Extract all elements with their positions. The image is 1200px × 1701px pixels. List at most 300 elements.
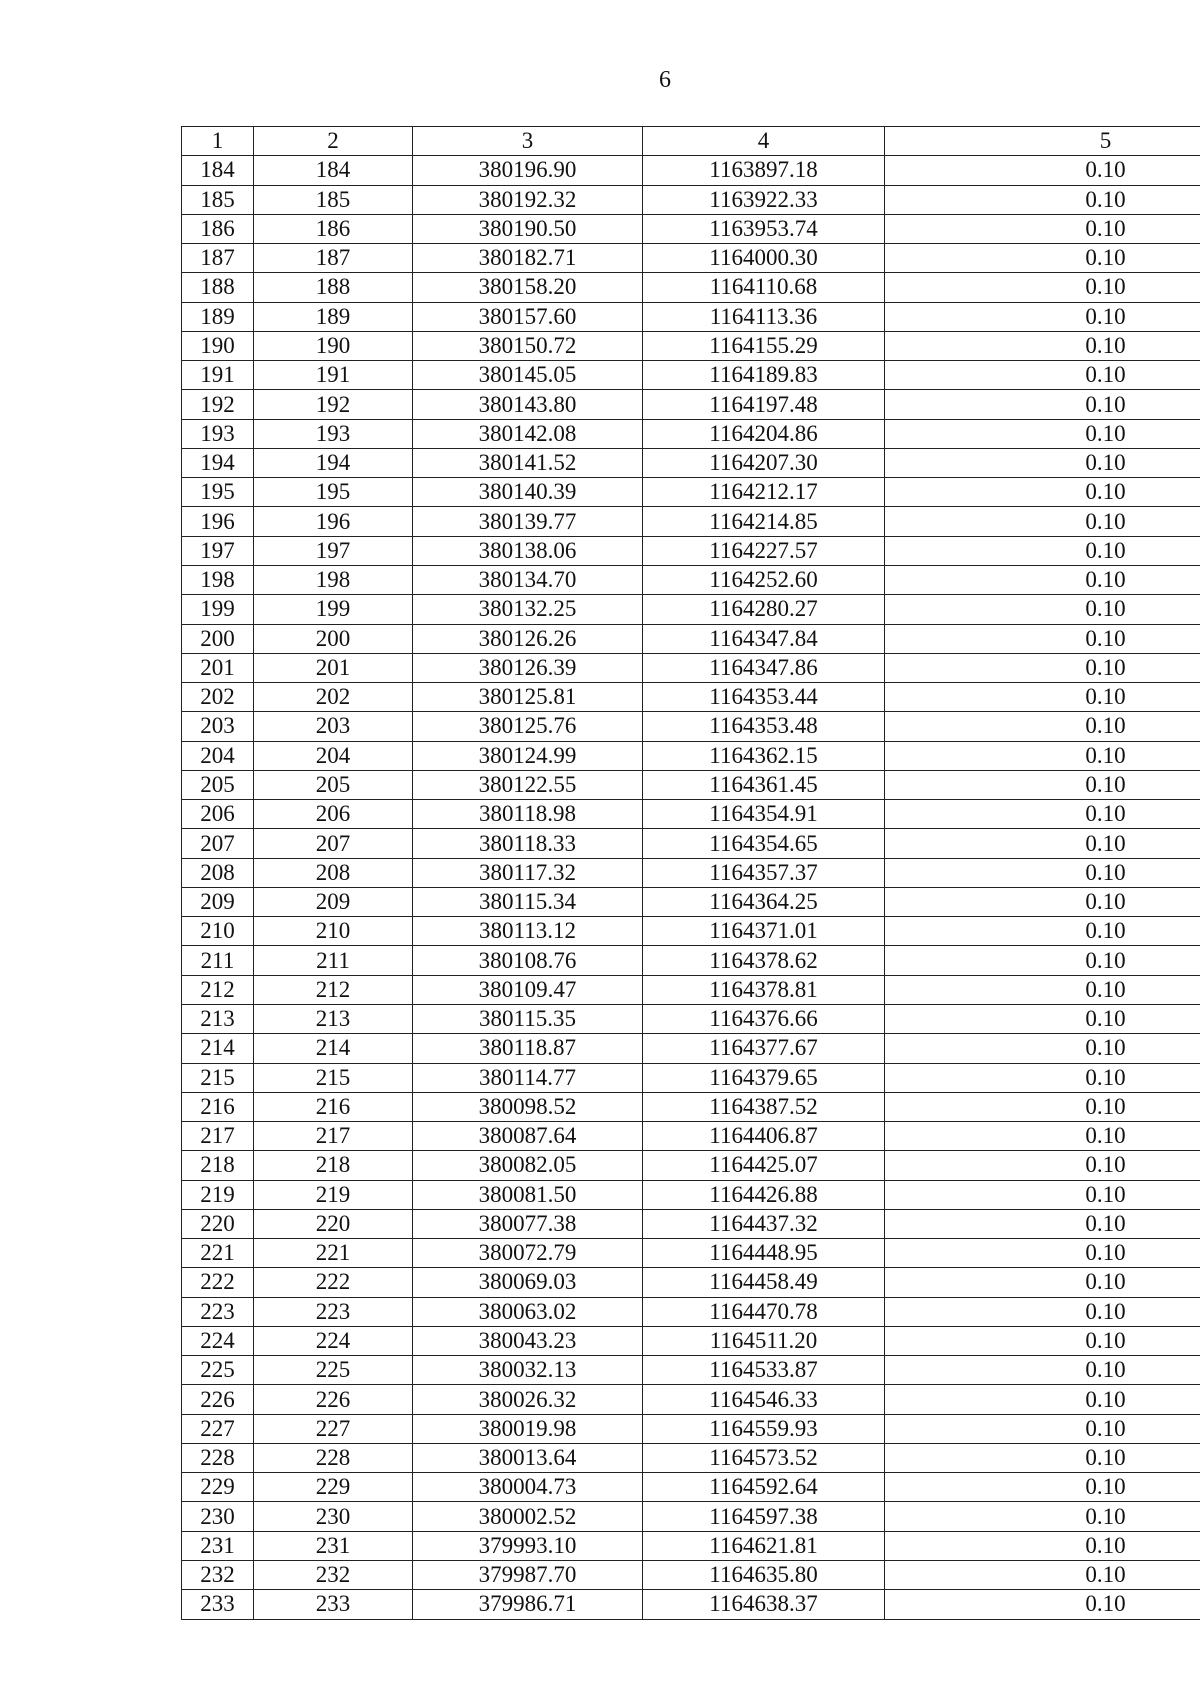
table-cell: 1164597.38 [643,1502,885,1531]
table-cell: 219 [254,1180,413,1209]
table-row [182,1590,1200,1619]
table-cell: 0.10 [885,1209,1200,1238]
table-cell: 0.10 [885,478,1200,507]
table-row [182,302,1200,331]
table-cell: 195 [254,478,413,507]
table-cell: 226 [254,1385,413,1414]
table-row [182,1063,1200,1092]
table-row [182,1268,1200,1297]
table-row [182,1034,1200,1063]
table-cell: 380125.81 [413,683,643,712]
table-header-row [182,127,1200,156]
table-row [182,1092,1200,1121]
table-row [182,887,1200,916]
table-cell: 1164347.86 [643,653,885,682]
table-cell: 1164347.84 [643,624,885,653]
table-cell: 1164364.25 [643,887,885,916]
table-cell: 379993.10 [413,1531,643,1560]
table-cell: 186 [254,214,413,243]
table-cell: 184 [182,156,254,185]
table-cell: 218 [254,1151,413,1180]
table-cell: 0.10 [885,712,1200,741]
table-cell: 0.10 [885,829,1200,858]
table-cell: 207 [182,829,254,858]
table-cell: 1164212.17 [643,478,885,507]
table-row [182,331,1200,360]
table-cell: 380139.77 [413,507,643,536]
table-cell: 201 [254,653,413,682]
table-cell: 1164214.85 [643,507,885,536]
table-cell: 1164635.80 [643,1561,885,1590]
table-row [182,1356,1200,1385]
table-cell: 380032.13 [413,1356,643,1385]
table-cell: 222 [182,1268,254,1297]
table-cell: 233 [254,1590,413,1619]
table-cell: 380125.76 [413,712,643,741]
table-cell: 223 [182,1297,254,1326]
table-cell: 1164448.95 [643,1239,885,1268]
table-cell: 223 [254,1297,413,1326]
table-cell: 1164458.49 [643,1268,885,1297]
table-row [182,712,1200,741]
table-row [182,741,1200,770]
table-cell: 1164638.37 [643,1590,885,1619]
table-cell: 0.10 [885,536,1200,565]
table-cell: 197 [254,536,413,565]
table-cell: 1164573.52 [643,1443,885,1472]
table-row [182,185,1200,214]
table-cell: 380063.02 [413,1297,643,1326]
table-cell: 0.10 [885,917,1200,946]
table-cell: 1164000.30 [643,244,885,273]
table-cell: 216 [254,1092,413,1121]
table-cell: 217 [254,1122,413,1151]
table-cell: 380108.76 [413,946,643,975]
table-cell: 190 [182,331,254,360]
table-cell: 0.10 [885,1122,1200,1151]
table-cell: 186 [182,214,254,243]
table-cell: 208 [254,858,413,887]
table-cell: 1164252.60 [643,565,885,594]
table-cell: 0.10 [885,1385,1200,1414]
table-cell: 1164559.93 [643,1414,885,1443]
table-cell: 225 [182,1356,254,1385]
table-cell: 0.10 [885,1239,1200,1268]
table-cell: 193 [182,419,254,448]
table-cell: 225 [254,1356,413,1385]
table-cell: 380124.99 [413,741,643,770]
table-cell: 191 [254,361,413,390]
table-row [182,624,1200,653]
table-cell: 380141.52 [413,448,643,477]
table-cell: 380109.47 [413,975,643,1004]
table-cell: 1164204.86 [643,419,885,448]
table-cell: 185 [254,185,413,214]
table-cell: 380140.39 [413,478,643,507]
table-cell: 380122.55 [413,770,643,799]
table-row [182,683,1200,712]
table-cell: 0.10 [885,156,1200,185]
table-row [182,829,1200,858]
table-cell: 200 [254,624,413,653]
table-cell: 190 [254,331,413,360]
table-cell: 0.10 [885,887,1200,916]
table-cell: 192 [254,390,413,419]
table-cell: 197 [182,536,254,565]
table-cell: 221 [182,1239,254,1268]
table-cell: 380098.52 [413,1092,643,1121]
table-cell: 0.10 [885,1502,1200,1531]
table-cell: 1164280.27 [643,595,885,624]
table-cell: 0.10 [885,975,1200,1004]
table-cell: 1164155.29 [643,331,885,360]
table-cell: 0.10 [885,390,1200,419]
table-row [182,1151,1200,1180]
table-cell: 200 [182,624,254,653]
table-cell: 380081.50 [413,1180,643,1209]
table-cell: 224 [182,1326,254,1355]
table-cell: 1164621.81 [643,1531,885,1560]
table-cell: 380118.98 [413,800,643,829]
table-cell: 380072.79 [413,1239,643,1268]
table-cell: 204 [182,741,254,770]
table-cell: 0.10 [885,273,1200,302]
table-row [182,478,1200,507]
table-cell: 220 [254,1209,413,1238]
table-cell: 0.10 [885,448,1200,477]
table-cell: 205 [182,770,254,799]
table-cell: 232 [254,1561,413,1590]
table-cell: 0.10 [885,770,1200,799]
table-cell: 205 [254,770,413,799]
table-cell: 199 [182,595,254,624]
table-cell: 210 [254,917,413,946]
table-cell: 228 [254,1443,413,1472]
table-cell: 1164354.91 [643,800,885,829]
table-cell: 1164113.36 [643,302,885,331]
table-row [182,1122,1200,1151]
table-cell: 0.10 [885,1180,1200,1209]
header-cell: 3 [413,127,643,156]
table-cell: 380043.23 [413,1326,643,1355]
table-row [182,800,1200,829]
table-cell: 206 [182,800,254,829]
table-row [182,653,1200,682]
table-cell: 0.10 [885,419,1200,448]
table-cell: 1164376.66 [643,1004,885,1033]
table-cell: 0.10 [885,1326,1200,1355]
table-cell: 0.10 [885,185,1200,214]
table-cell: 1164592.64 [643,1473,885,1502]
table-cell: 1164353.44 [643,683,885,712]
table-cell: 380157.60 [413,302,643,331]
table-row [182,1239,1200,1268]
table-cell: 379986.71 [413,1590,643,1619]
table-cell: 211 [254,946,413,975]
table-cell: 0.10 [885,858,1200,887]
table-cell: 380158.20 [413,273,643,302]
table-cell: 215 [182,1063,254,1092]
table-cell: 203 [254,712,413,741]
table-cell: 0.10 [885,1034,1200,1063]
header-cell: 4 [643,127,885,156]
table-row [182,1297,1200,1326]
coordinates-table [181,126,1200,1620]
table-cell: 209 [254,887,413,916]
table-cell: 184 [254,156,413,185]
table-cell: 214 [254,1034,413,1063]
table-row [182,1561,1200,1590]
table-cell: 212 [254,975,413,1004]
table-row [182,536,1200,565]
table-cell: 227 [254,1414,413,1443]
table-cell: 219 [182,1180,254,1209]
table-cell: 1164378.81 [643,975,885,1004]
table-cell: 0.10 [885,683,1200,712]
table-cell: 380115.34 [413,887,643,916]
table-cell: 231 [182,1531,254,1560]
table-row [182,1004,1200,1033]
table-cell: 380002.52 [413,1502,643,1531]
table-cell: 1164361.45 [643,770,885,799]
table-cell: 1164379.65 [643,1063,885,1092]
table-cell: 206 [254,800,413,829]
table-row [182,565,1200,594]
table-cell: 1164377.67 [643,1034,885,1063]
table-cell: 1164197.48 [643,390,885,419]
table-cell: 1164371.01 [643,917,885,946]
table-cell: 380182.71 [413,244,643,273]
table-cell: 187 [182,244,254,273]
table-cell: 226 [182,1385,254,1414]
table-cell: 380126.39 [413,653,643,682]
table-cell: 380192.32 [413,185,643,214]
table-cell: 380118.33 [413,829,643,858]
table-cell: 380143.80 [413,390,643,419]
table-cell: 202 [254,683,413,712]
table-cell: 218 [182,1151,254,1180]
table-cell: 1164426.88 [643,1180,885,1209]
table-cell: 380077.38 [413,1209,643,1238]
table-row [182,1414,1200,1443]
table-cell: 1164357.37 [643,858,885,887]
header-cell: 5 [885,127,1200,156]
table-cell: 1164406.87 [643,1122,885,1151]
table-cell: 0.10 [885,946,1200,975]
table-cell: 231 [254,1531,413,1560]
table-cell: 379987.70 [413,1561,643,1590]
table-cell: 380190.50 [413,214,643,243]
table-cell: 380145.05 [413,361,643,390]
table-cell: 215 [254,1063,413,1092]
table-cell: 0.10 [885,1004,1200,1033]
table-cell: 0.10 [885,1151,1200,1180]
table-cell: 208 [182,858,254,887]
table-row [182,1531,1200,1560]
page-number: 6 [659,67,671,93]
table-cell: 380004.73 [413,1473,643,1502]
table-row [182,1326,1200,1355]
table-cell: 1164470.78 [643,1297,885,1326]
table-cell: 0.10 [885,1531,1200,1560]
table-cell: 0.10 [885,507,1200,536]
table-cell: 221 [254,1239,413,1268]
header-cell: 2 [254,127,413,156]
table-cell: 0.10 [885,653,1200,682]
table-cell: 0.10 [885,1063,1200,1092]
table-cell: 0.10 [885,361,1200,390]
table-cell: 222 [254,1268,413,1297]
table-cell: 230 [254,1502,413,1531]
table-cell: 380118.87 [413,1034,643,1063]
table-cell: 0.10 [885,1561,1200,1590]
table-row [182,917,1200,946]
table-cell: 380026.32 [413,1385,643,1414]
table-cell: 380113.12 [413,917,643,946]
table-cell: 195 [182,478,254,507]
table-cell: 1163953.74 [643,214,885,243]
table-cell: 1164189.83 [643,361,885,390]
table-cell: 187 [254,244,413,273]
table-cell: 207 [254,829,413,858]
table-row [182,507,1200,536]
table-row [182,1443,1200,1472]
table-cell: 0.10 [885,1473,1200,1502]
table-cell: 196 [254,507,413,536]
table-row [182,214,1200,243]
table-cell: 0.10 [885,1297,1200,1326]
table-cell: 210 [182,917,254,946]
table-cell: 229 [182,1473,254,1502]
table-row [182,595,1200,624]
table-cell: 380150.72 [413,331,643,360]
table-cell: 1164353.48 [643,712,885,741]
table-cell: 204 [254,741,413,770]
table-cell: 0.10 [885,1092,1200,1121]
table-cell: 1164110.68 [643,273,885,302]
table-cell: 213 [254,1004,413,1033]
table-cell: 380117.32 [413,858,643,887]
table-cell: 1164227.57 [643,536,885,565]
table-cell: 213 [182,1004,254,1033]
table-cell: 0.10 [885,800,1200,829]
table-row [182,156,1200,185]
table-cell: 380138.06 [413,536,643,565]
table-cell: 0.10 [885,595,1200,624]
table-cell: 0.10 [885,1356,1200,1385]
table-cell: 380126.26 [413,624,643,653]
table-cell: 1164378.62 [643,946,885,975]
table-cell: 0.10 [885,624,1200,653]
table-cell: 191 [182,361,254,390]
table-cell: 228 [182,1443,254,1472]
table-cell: 1164546.33 [643,1385,885,1414]
table-cell: 380142.08 [413,419,643,448]
table-cell: 202 [182,683,254,712]
table-cell: 209 [182,887,254,916]
table-row [182,1473,1200,1502]
table-cell: 0.10 [885,244,1200,273]
table-cell: 0.10 [885,331,1200,360]
table-cell: 1164533.87 [643,1356,885,1385]
table-cell: 380134.70 [413,565,643,594]
table-cell: 0.10 [885,214,1200,243]
table-cell: 196 [182,507,254,536]
table-cell: 232 [182,1561,254,1590]
table-cell: 0.10 [885,302,1200,331]
table-cell: 0.10 [885,1414,1200,1443]
table-cell: 198 [182,565,254,594]
table-cell: 189 [254,302,413,331]
table-cell: 380069.03 [413,1268,643,1297]
table-cell: 380196.90 [413,156,643,185]
table-cell: 233 [182,1590,254,1619]
table-cell: 1164207.30 [643,448,885,477]
table-cell: 1164362.15 [643,741,885,770]
table-cell: 224 [254,1326,413,1355]
table-cell: 188 [254,273,413,302]
table-row [182,975,1200,1004]
table-cell: 380132.25 [413,595,643,624]
table-cell: 212 [182,975,254,1004]
table-cell: 1164387.52 [643,1092,885,1121]
table-cell: 192 [182,390,254,419]
table-row [182,361,1200,390]
table-row [182,419,1200,448]
table-cell: 380013.64 [413,1443,643,1472]
table-row [182,1209,1200,1238]
table-cell: 0.10 [885,565,1200,594]
table-cell: 199 [254,595,413,624]
table-cell: 0.10 [885,1268,1200,1297]
table-cell: 216 [182,1092,254,1121]
table-cell: 1164354.65 [643,829,885,858]
table-cell: 1163922.33 [643,185,885,214]
table-cell: 185 [182,185,254,214]
header-cell: 1 [182,127,254,156]
table-cell: 188 [182,273,254,302]
table-cell: 189 [182,302,254,331]
table-cell: 0.10 [885,1443,1200,1472]
table-row [182,390,1200,419]
table-cell: 380115.35 [413,1004,643,1033]
table-cell: 380019.98 [413,1414,643,1443]
table-cell: 380087.64 [413,1122,643,1151]
table-cell: 194 [182,448,254,477]
table-cell: 211 [182,946,254,975]
table-row [182,1385,1200,1414]
table-row [182,946,1200,975]
table-cell: 194 [254,448,413,477]
table-row [182,448,1200,477]
table-row [182,273,1200,302]
table-cell: 230 [182,1502,254,1531]
table-cell: 1163897.18 [643,156,885,185]
table-cell: 229 [254,1473,413,1502]
table-cell: 203 [182,712,254,741]
table-row [182,244,1200,273]
table-cell: 198 [254,565,413,594]
table-cell: 217 [182,1122,254,1151]
table-cell: 193 [254,419,413,448]
table-cell: 201 [182,653,254,682]
table-cell: 227 [182,1414,254,1443]
table-row [182,1180,1200,1209]
table-cell: 380082.05 [413,1151,643,1180]
table-cell: 0.10 [885,741,1200,770]
table-cell: 380114.77 [413,1063,643,1092]
table-row [182,770,1200,799]
